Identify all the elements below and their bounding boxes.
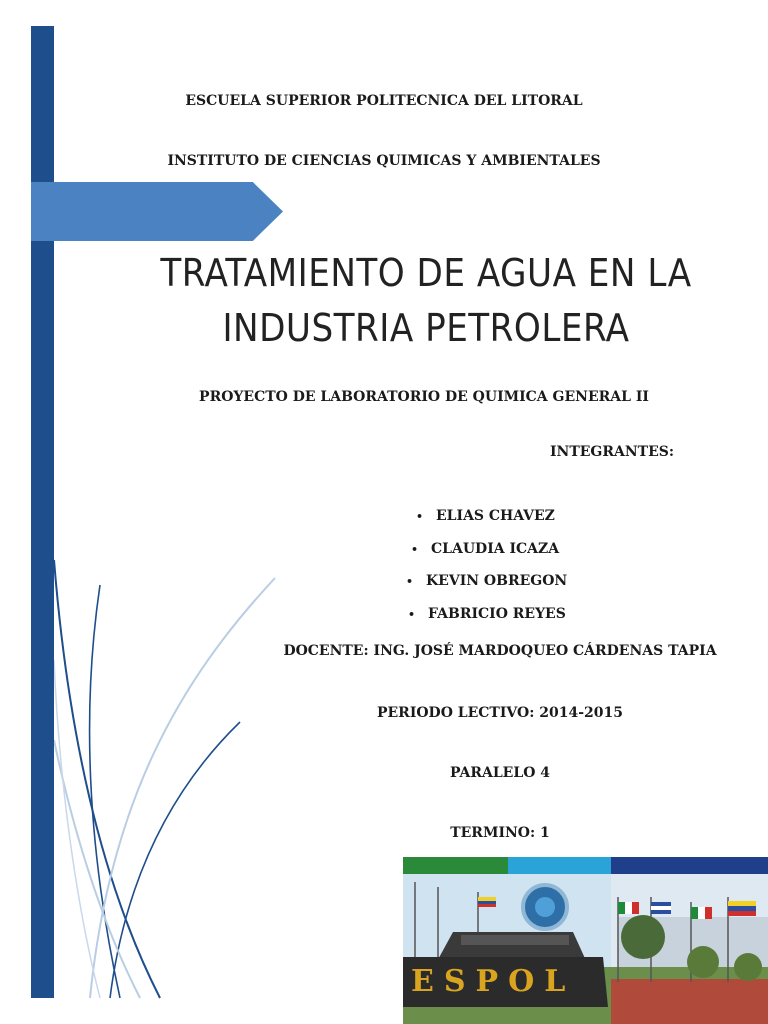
bullet-icon: • <box>408 607 416 621</box>
curve-light-1 <box>90 578 275 998</box>
list-item <box>405 603 567 636</box>
curve-light-3 <box>54 660 100 998</box>
list-item <box>405 570 567 603</box>
espol-sign-text: ESPOL <box>411 964 576 999</box>
members-list <box>405 505 567 635</box>
sidebar-bar <box>31 26 54 998</box>
member-name: CLAUDIA ICAZA <box>431 540 560 557</box>
institute-name: INSTITUTO DE CIENCIAS QUIMICAS Y AMBIENTALES <box>167 153 601 169</box>
list-item <box>405 505 567 538</box>
academic-period: PERIODO LECTIVO: 2014-2015 <box>376 705 623 721</box>
espol-photo <box>403 857 768 1024</box>
member-name: KEVIN OBREGON <box>426 573 568 589</box>
espol-photo-illustration <box>403 857 768 1024</box>
teacher-name: DOCENTE: ING. JOSÉ MARDOQUEO CÁRDENAS TAPIA <box>283 643 717 659</box>
member-name: FABRICIO REYES <box>428 605 566 622</box>
school-name: ESCUELA SUPERIOR POLITECNICA DEL LITORAL <box>185 93 583 109</box>
title-line-1: TRATAMIENTO DE AGUA EN LA <box>160 251 692 295</box>
term-number: TERMINO: 1 <box>450 825 550 841</box>
list-item <box>405 538 567 571</box>
member-name: ELIAS CHAVEZ <box>436 508 555 524</box>
arrow-banner <box>31 182 283 241</box>
title-line-2: INDUSTRIA PETROLERA <box>222 306 630 350</box>
curve-dark-3 <box>110 722 240 998</box>
parallel-number: PARALELO 4 <box>449 765 551 781</box>
project-subtitle: PROYECTO DE LABORATORIO DE QUIMICA GENERAL II <box>199 389 649 405</box>
members-heading: INTEGRANTES: <box>549 444 675 460</box>
bullet-icon: • <box>416 510 424 523</box>
bullet-icon: • <box>411 542 419 556</box>
bullet-icon: • <box>406 575 414 588</box>
